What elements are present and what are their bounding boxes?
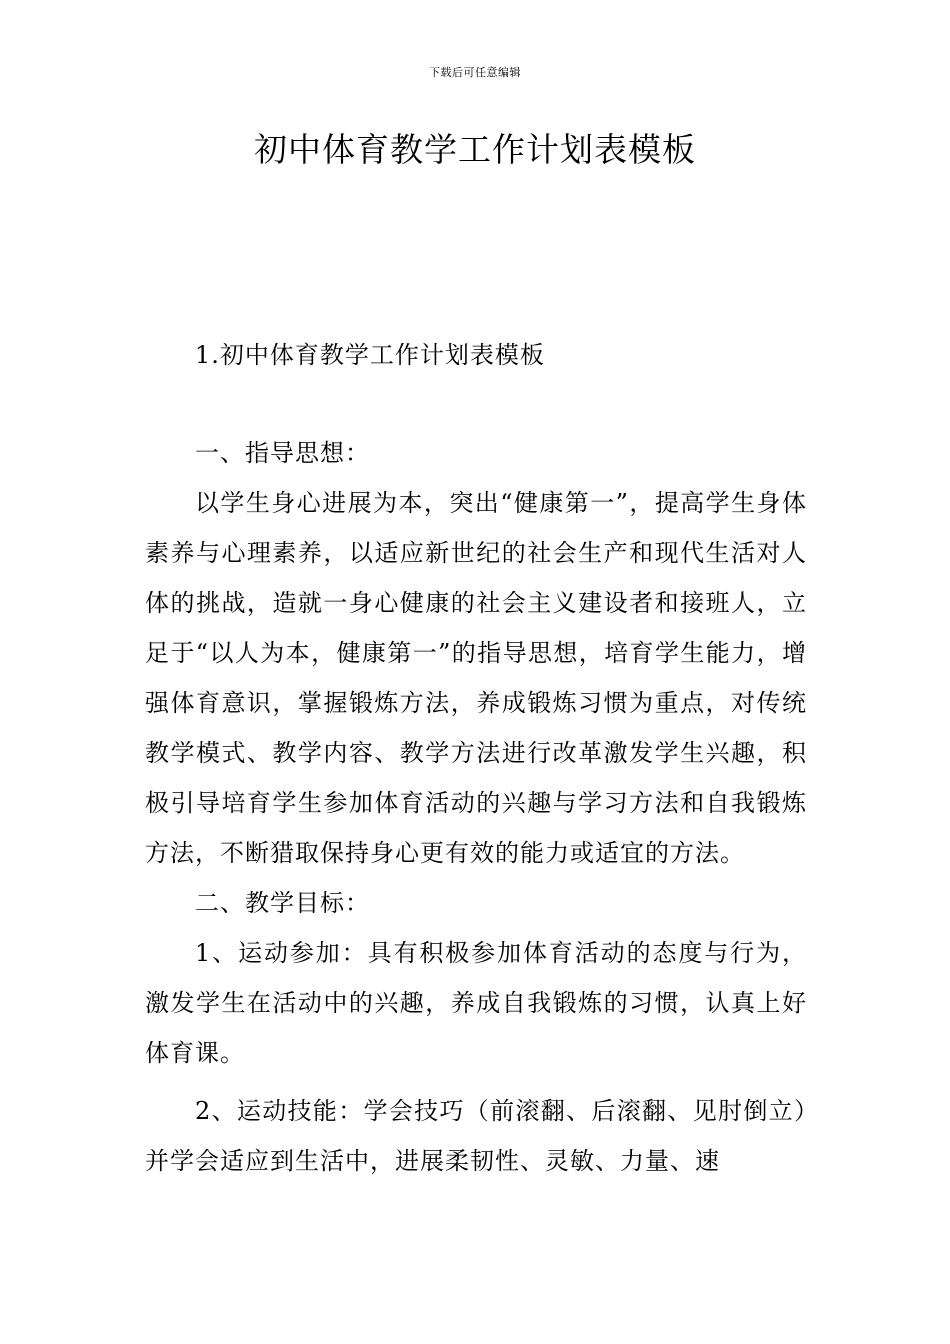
header-note: 下载后可任意编辑 xyxy=(429,66,521,79)
part1-paragraph: 以学生身心进展为本，突出“健康第一”，提高学生身体素养与心理素养，以适应新世纪的社会生产和现代生活对人体的挑战，造就一身心健康的社会主义建设者和接班人，立足于“以人为本，健康第一”的指导思想，培育学生能力，增强体育意识，掌握锻炼方法，养成锻炼习惯为重点，对传统教学模式、教学内容、教学方法进行改革激发学生兴趣，积极引导培育学生参加体育活动的兴趣与学习方法和自我锻炼方法，不断猎取保持身心更有效的能力或适宜的方法。 xyxy=(145,489,807,867)
part2-heading: 二、教学目标： xyxy=(195,889,370,917)
part2-item-2: 2、运动技能：学会技巧（前滚翻、后滚翻、见肘倒立）并学会适应到生活中，进展柔韧性、灵敏、力量、速 xyxy=(145,1097,807,1175)
document-title: 初中体育教学工作计划表模板 xyxy=(254,130,696,169)
section-heading: 1.初中体育教学工作计划表模板 xyxy=(195,341,545,369)
document-body xyxy=(145,330,807,1186)
part2-item-1: 1、运动参加：具有积极参加体育活动的态度与行为，激发学生在活动中的兴趣，养成自我锻炼的习惯，认真上好体育课。 xyxy=(145,939,807,1067)
part1-heading: 一、指导思想： xyxy=(195,439,370,467)
